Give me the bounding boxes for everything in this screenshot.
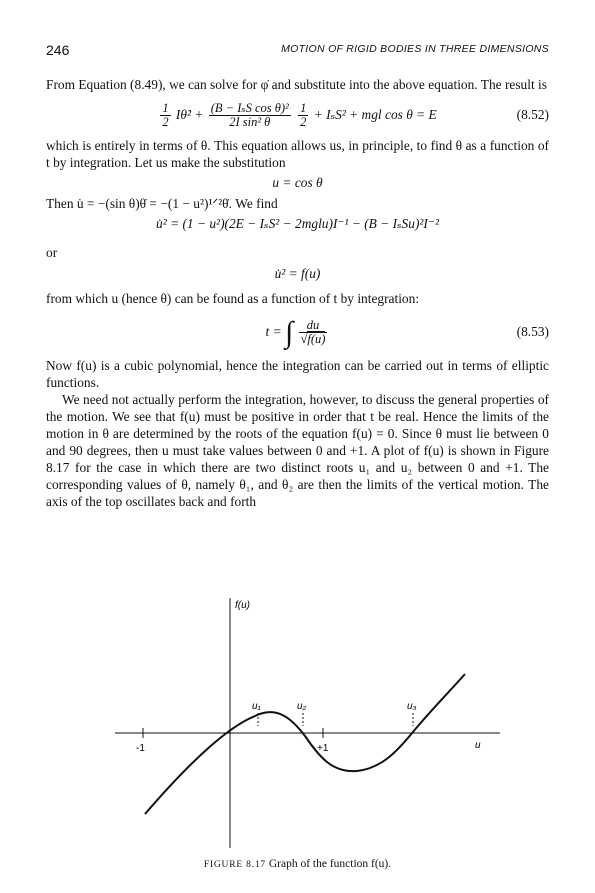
eq-term1: Iθ̇² + bbox=[175, 107, 204, 122]
equation-f: u̇² = f(u) bbox=[274, 266, 321, 281]
paragraph-2: which is entirely in terms of θ. This equation allows us, in principle, to find θ as a function of t by integration. Let us make the substitution bbox=[46, 138, 549, 170]
half-fraction-2: $\frac{1}{2}$ bbox=[300, 101, 307, 130]
paragraph-6: We need not actually perform the integration, however, to discuss the general properties of the motion. We see that f(u) must be positive in order that t be real. Hence the limits of the motion in θ are determined by the roots of the equation f(u) = 0. Since θ must lie between 0 and 90 degrees, then u must take values between 0 and +1. A plot of f(u) is shown in Figure 8.17 for the case in which there are two distinct roots u₁ and u₂ between 0 and +1. The corresponding values of θ, namely θ₁, and θ₂ are then the limits of the vertical motion. The axis of the top oscillates back and forth bbox=[46, 392, 549, 509]
eq-lhs: t = bbox=[265, 324, 282, 339]
eq-fraction-2: $\frac{du}{√f(u)}$ bbox=[300, 318, 326, 347]
curve-fu bbox=[145, 674, 465, 814]
paragraph-3: Then u̇ = −(sin θ)θ̇ = −(1 − u²)¹ᐟ²θ̇. We find bbox=[46, 196, 278, 211]
figure-caption bbox=[0, 858, 595, 870]
caption-label: FIGURE 8.17 bbox=[203, 860, 266, 870]
page-header bbox=[46, 42, 549, 60]
running-head: MOTION OF RIGID BODIES IN THREE DIMENSIONS bbox=[281, 43, 549, 55]
caption-text: Graph of the function f(u). bbox=[268, 858, 392, 870]
paragraph-1: From Equation (8.49), we can solve for φ̇ and substitute into the above equation. The result is bbox=[46, 77, 547, 92]
root-label-2: u₂ bbox=[297, 701, 307, 712]
figure-8-17 bbox=[105, 596, 505, 851]
paragraph-4: from which u (hence θ) can be found as a function of t by integration: bbox=[46, 291, 420, 306]
word-or: or bbox=[46, 245, 58, 260]
root-label-1: u₁ bbox=[252, 701, 261, 712]
equation-8-52 bbox=[46, 95, 549, 135]
eq-rest: + IₛS² + mgl cos θ = E bbox=[313, 107, 437, 122]
eq-fraction: $\frac{\text{(B − IₛS cos θ)²}}{\text{2I sin² θ}}$ bbox=[210, 101, 289, 130]
half-fraction: $\frac{1}{2}$ bbox=[162, 101, 169, 130]
equation-number: (8.52) bbox=[516, 107, 549, 122]
equation-udot: u̇² = (1 − u²)(2E − IₛS² − 2mglu)I⁻¹ − (B − IₛSu)²I⁻² bbox=[156, 216, 439, 231]
tick-label-neg: -1 bbox=[136, 743, 145, 754]
tick-label-pos: +1 bbox=[317, 743, 329, 754]
x-axis-label: u bbox=[475, 740, 481, 751]
paragraph-5: Now f(u) is a cubic polynomial, hence the integration can be carried out in terms of elliptic functions. bbox=[46, 358, 549, 390]
page-number: 246 bbox=[46, 42, 70, 58]
equation-substitution: u = cos θ bbox=[272, 175, 323, 190]
equation-number-2: (8.53) bbox=[516, 324, 549, 339]
page-body bbox=[46, 76, 549, 510]
y-axis-label: f(u) bbox=[235, 600, 250, 611]
equation-8-53 bbox=[46, 309, 549, 355]
integral-sign: ∫ bbox=[284, 315, 294, 349]
root-label-3: u₃ bbox=[407, 701, 417, 712]
